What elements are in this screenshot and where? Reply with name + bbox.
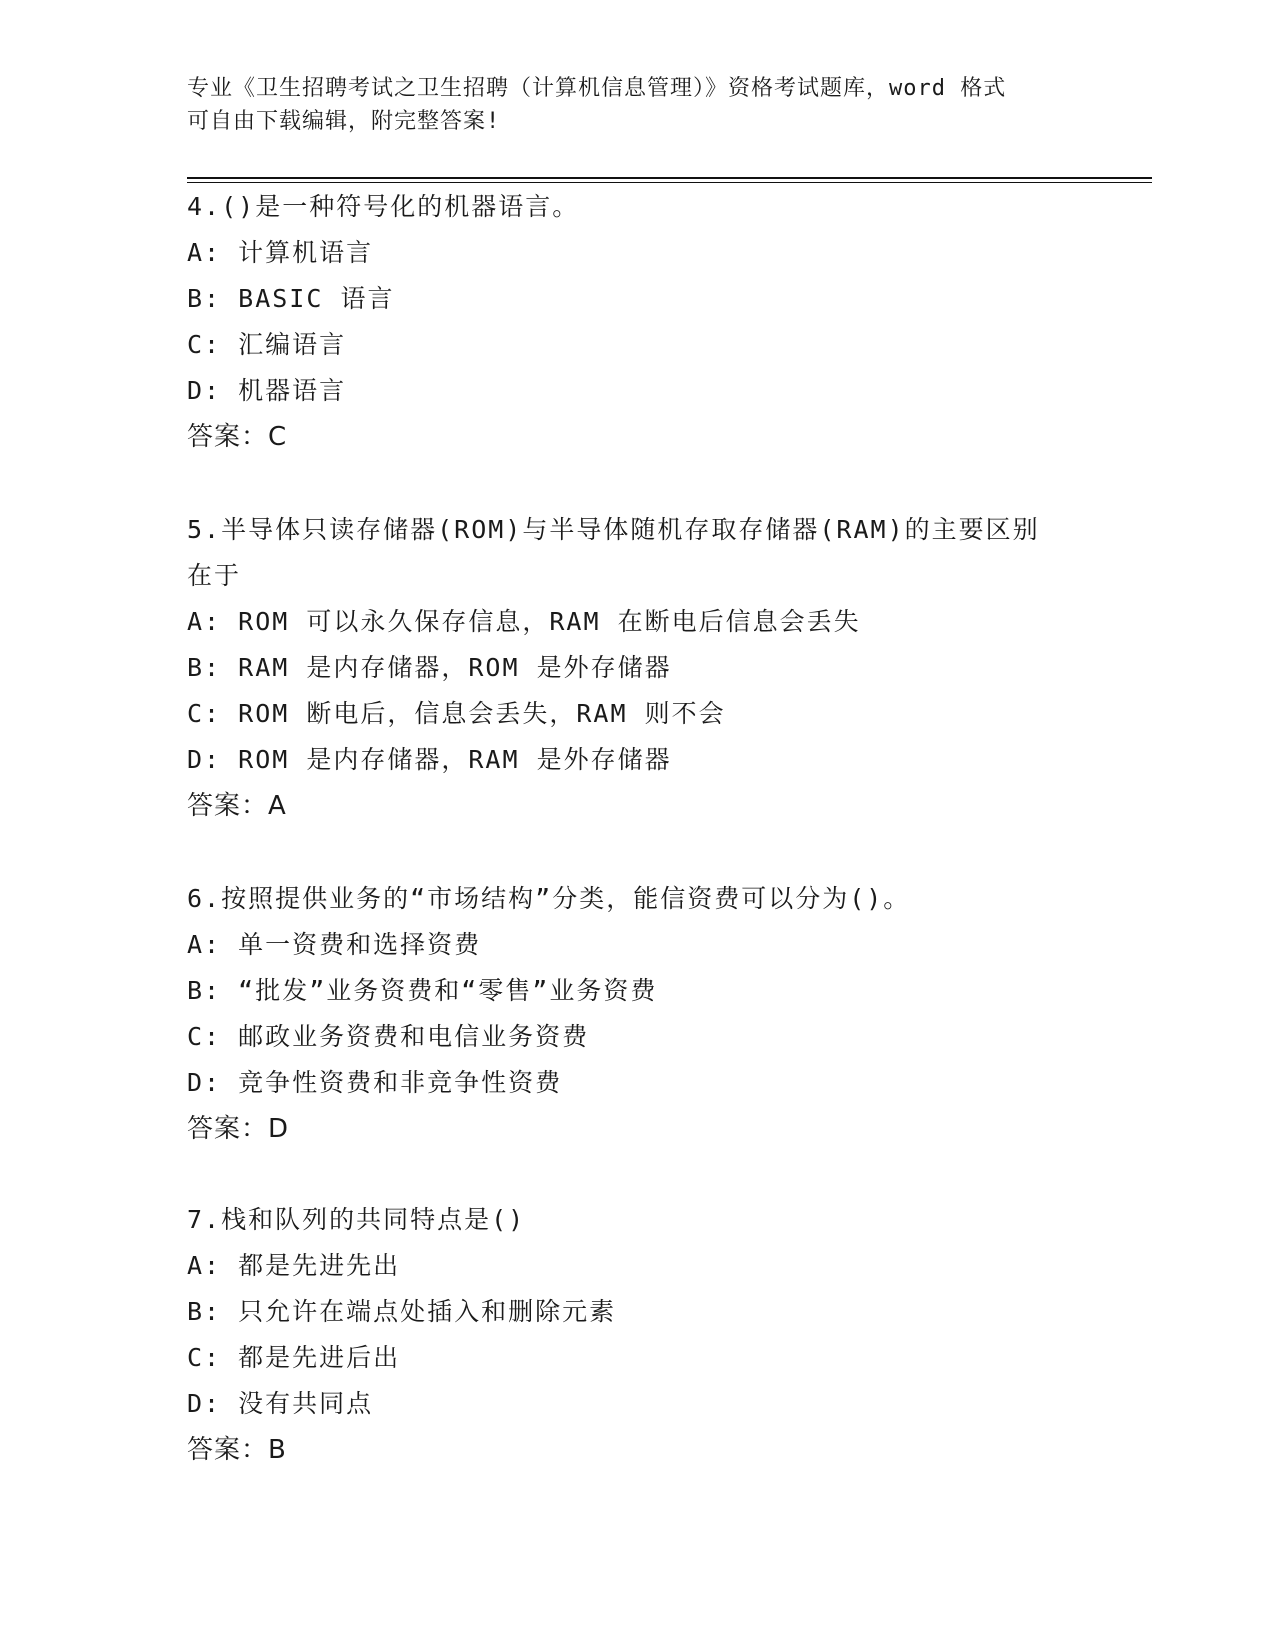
option-d: D: 竞争性资费和非竞争性资费 [187, 1068, 563, 1097]
option-b: B: “批发”业务资费和“零售”业务资费 [187, 976, 658, 1005]
option-d: D: 机器语言 [187, 376, 347, 405]
option-b: B: 只允许在端点处插入和删除元素 [187, 1297, 617, 1326]
option-c: C: 都是先进后出 [187, 1343, 401, 1372]
question-block [187, 184, 1067, 460]
question-stem: 5.半导体只读存储器(ROM)与半导体随机存取存储器(RAM)的主要区别在于 [187, 515, 1040, 590]
option-d: D: ROM 是内存储器，RAM 是外存储器 [187, 745, 672, 774]
option-a: A: ROM 可以永久保存信息，RAM 在断电后信息会丢失 [187, 607, 861, 636]
header-line-2: 可自由下载编辑，附完整答案! [187, 109, 501, 134]
option-c: C: 邮政业务资费和电信业务资费 [187, 1022, 590, 1051]
answer-label: 答案：A [187, 791, 287, 821]
header-divider-thin [187, 182, 1152, 183]
answer-label: 答案：D [187, 1114, 290, 1144]
option-a: A: 都是先进先出 [187, 1251, 401, 1280]
document-header [187, 72, 1087, 138]
option-a: A: 计算机语言 [187, 238, 374, 267]
header-divider-thick [187, 177, 1152, 179]
option-b: B: BASIC 语言 [187, 284, 395, 313]
option-d: D: 没有共同点 [187, 1389, 374, 1418]
option-a: A: 单一资费和选择资费 [187, 930, 482, 959]
option-c: C: ROM 断电后，信息会丢失，RAM 则不会 [187, 699, 726, 728]
option-b: B: RAM 是内存储器，ROM 是外存储器 [187, 653, 672, 682]
question-stem: 4.()是一种符号化的机器语言。 [187, 192, 580, 221]
answer-label: 答案：C [187, 422, 288, 452]
option-c: C: 汇编语言 [187, 330, 347, 359]
question-stem: 7.栈和队列的共同特点是() [187, 1205, 526, 1234]
question-stem: 6.按照提供业务的“市场结构”分类，能信资费可以分为()。 [187, 884, 911, 913]
question-block [187, 1197, 1067, 1473]
header-line-1: 专业《卫生招聘考试之卫生招聘（计算机信息管理）》资格考试题库，word 格式 [187, 76, 1007, 101]
answer-label: 答案：B [187, 1435, 287, 1465]
question-block [187, 507, 1067, 829]
question-block [187, 876, 1067, 1152]
